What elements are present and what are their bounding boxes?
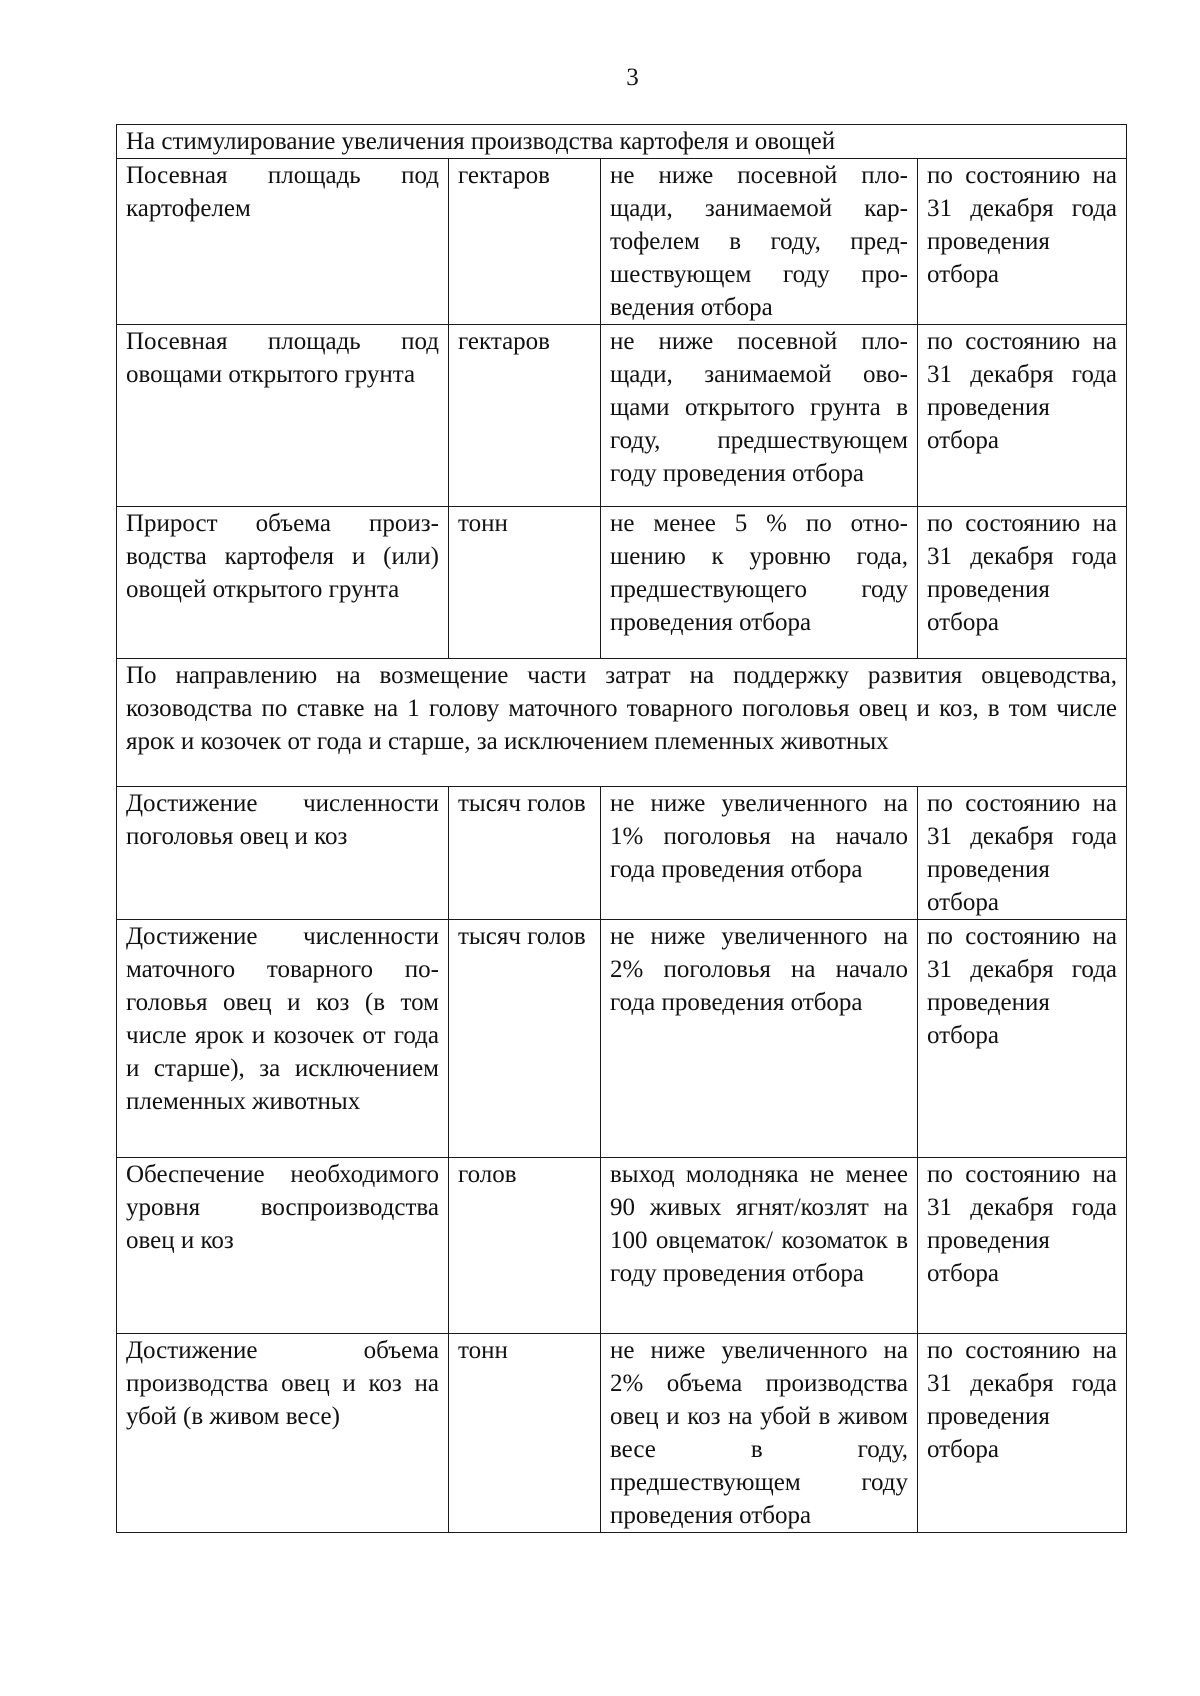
deadline-cell: по состоянию на 31 декабря года проведения отбора <box>918 787 1127 920</box>
indicator-cell: Прирост объема производства картофеля и (или) овощей открытого грунта <box>117 507 449 659</box>
deadline-cell: по состоянию на 31 декабря года проведения отбора <box>918 325 1127 507</box>
unit-cell: гектаров <box>449 325 601 507</box>
unit-cell: тонн <box>449 1334 601 1533</box>
section-header-row <box>117 659 1127 787</box>
deadline-cell: по состоянию на 31 декабря года проведения отбора <box>918 920 1127 1158</box>
indicators-table-body <box>117 125 1127 1533</box>
target-value-cell: не ниже увеличенного на 1% поголовья на начало года проведения отбора <box>601 787 918 920</box>
indicator-cell: Достижение объема производства овец и коз на убой (в живом весе) <box>117 1334 449 1533</box>
target-value-cell: не ниже посевной площади, занимаемой картофелем в году, предшествующем году проведения отбора <box>601 159 918 325</box>
target-value-cell: не ниже увеличенного на 2% поголовья на начало года проведения отбора <box>601 920 918 1158</box>
indicator-cell: Посевная площадь под овощами открытого грунта <box>117 325 449 507</box>
indicator-cell: Обеспечение необходимого уровня воспроизводства овец и коз <box>117 1158 449 1334</box>
table-row <box>117 787 1127 920</box>
section-header-row <box>117 125 1127 159</box>
target-value-cell: не ниже увеличенного на 2% объема производства овец и коз на убой в живом весе в году, предшествующем году проведения отбора <box>601 1334 918 1533</box>
page-number: 3 <box>626 64 639 91</box>
table-row <box>117 507 1127 659</box>
target-value-cell: не ниже посевной площади, занимаемой овощами открытого грунта в году, предшествующем году проведения отбора <box>601 325 918 507</box>
section-title: На стимулирование увеличения производства картофеля и овощей <box>117 125 1127 159</box>
indicators-table <box>116 124 1127 1533</box>
table-row <box>117 1158 1127 1334</box>
deadline-cell: по состоянию на 31 декабря года проведения отбора <box>918 1334 1127 1533</box>
target-value-cell: выход молодняка не менее 90 живых ягнят/козлят на 100 овцематок/ козоматок в году проведения отбора <box>601 1158 918 1334</box>
table-row <box>117 159 1127 325</box>
deadline-cell: по состоянию на 31 декабря года проведения отбора <box>918 159 1127 325</box>
unit-cell: тысяч голов <box>449 787 601 920</box>
indicator-cell: Посевная площадь под картофелем <box>117 159 449 325</box>
unit-cell: голов <box>449 1158 601 1334</box>
table-row <box>117 325 1127 507</box>
section-title: По направлению на возмещение части затрат на поддержку развития овцеводства, козоводства по ставке на 1 голову маточного товарного поголовья овец и коз, в том числе ярок и козочек от года и старше, за исключением племенных животных <box>117 659 1127 787</box>
deadline-cell: по состоянию на 31 декабря года проведения отбора <box>918 507 1127 659</box>
indicator-cell: Достижение численности маточного товарного поголовья овец и коз (в том числе ярок и козочек от года и старше), за исключением племенных животных <box>117 920 449 1158</box>
table-row <box>117 1334 1127 1533</box>
indicator-cell: Достижение численности поголовья овец и коз <box>117 787 449 920</box>
deadline-cell: по состоянию на 31 декабря года проведения отбора <box>918 1158 1127 1334</box>
unit-cell: гектаров <box>449 159 601 325</box>
target-value-cell: не менее 5 % по отношению к уровню года, предшествующего году проведения отбора <box>601 507 918 659</box>
table-row <box>117 920 1127 1158</box>
unit-cell: тысяч голов <box>449 920 601 1158</box>
unit-cell: тонн <box>449 507 601 659</box>
